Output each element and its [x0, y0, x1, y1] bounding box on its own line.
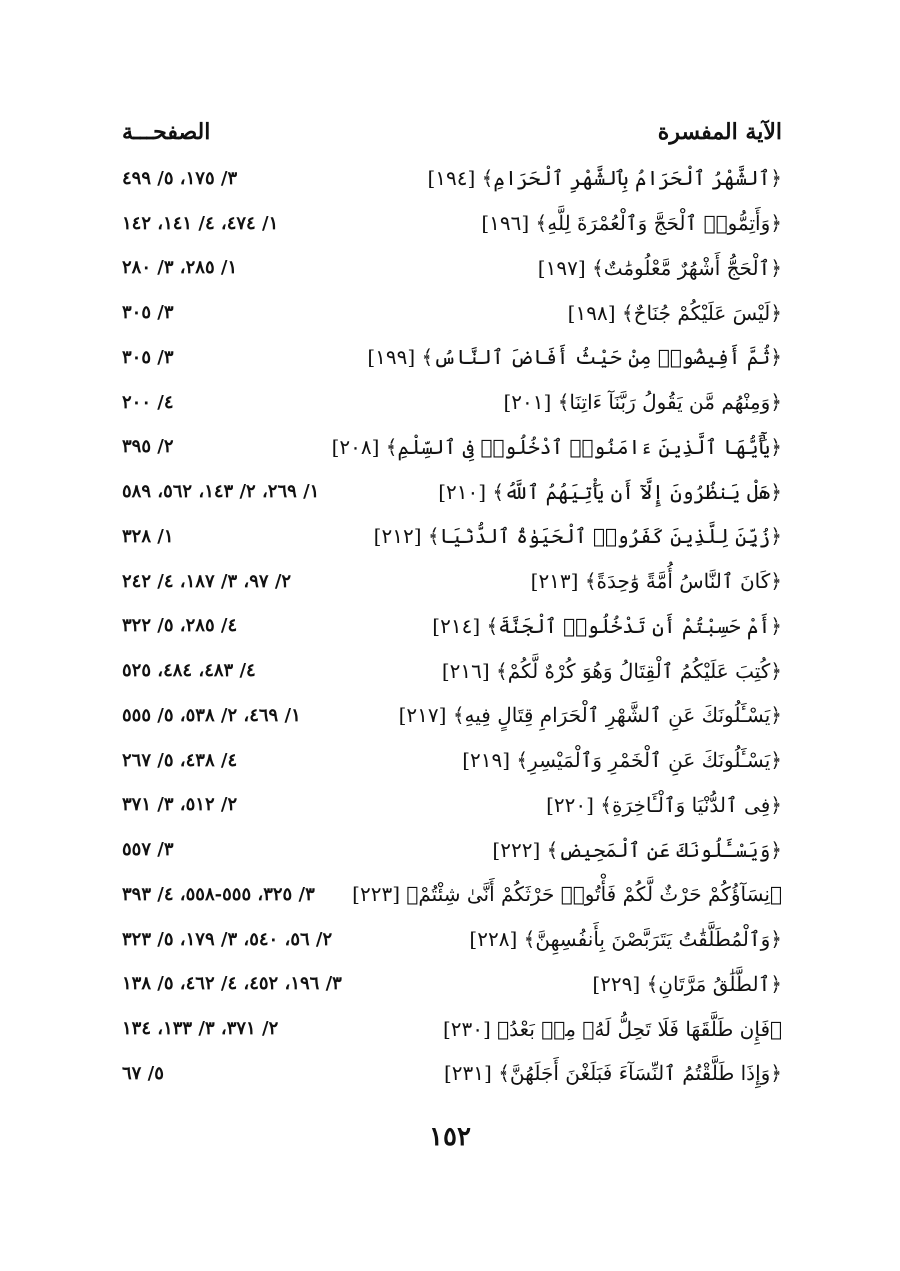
page-references: ٤/ ٢٨٥، ٥/ ٣٢٢	[122, 615, 238, 637]
page-number: ١٥٢	[429, 1122, 471, 1152]
page-column-heading: الصفحـــة	[122, 119, 211, 145]
page-references: ٤/ ٢٠٠	[122, 391, 174, 413]
index-row	[122, 1006, 782, 1051]
page-references: ١/ ٤٦٩، ٢/ ٥٣٨، ٥/ ٥٥٥	[122, 704, 301, 726]
index-row	[122, 872, 782, 917]
page-references: ١/ ٣٢٨	[122, 525, 174, 547]
page-references: ٣/ ٣٠٥	[122, 346, 174, 368]
index-row	[122, 559, 782, 604]
verse-reference: ﴿أَمْ حَسِبْتُمْ أَن تَدْخُلُوا۟ ٱلْجَنَّةَ﴾ [٢١٤]	[432, 613, 782, 638]
page-references: ٢/ ٣٩٥	[122, 436, 174, 458]
index-row	[122, 693, 782, 738]
page-references: ٣/ ١٧٥، ٥/ ٤٩٩	[122, 167, 238, 189]
index-row	[122, 648, 782, 693]
index-row	[122, 425, 782, 470]
table-header	[122, 112, 782, 152]
page-references: ٣/ ١٩٦، ٤٥٢، ٤/ ٤٦٢، ٥/ ١٣٨	[122, 973, 342, 995]
verse-reference: ﴿وَيَسْـَٔلُونَكَ عَنِ ٱلْمَحِيضِ﴾ [٢٢٢]	[492, 837, 782, 862]
index-row	[122, 604, 782, 649]
verse-reference: ﴿ثُمَّ أَفِيضُوا۟ مِنْ حَيْثُ أَفَاضَ ٱلنَّاسُ﴾ [١٩٩]	[367, 345, 782, 370]
page-references: ١/ ٢٦٩، ٢/ ١٤٣، ٥٦٢، ٥٨٩	[122, 481, 320, 503]
index-row	[122, 917, 782, 962]
index-row	[122, 335, 782, 380]
page-references: ٤/ ٤٨٣، ٤٨٤، ٥٢٥	[122, 660, 256, 682]
index-row	[122, 469, 782, 514]
verse-reference: ﴿ٱلطَّلَٰقُ مَرَّتَانِ﴾ [٢٢٩]	[592, 971, 782, 996]
index-row	[122, 201, 782, 246]
index-row	[122, 1051, 782, 1096]
index-row	[122, 246, 782, 291]
index-row	[122, 380, 782, 425]
verse-reference: ﴿زُيِّنَ لِلَّذِينَ كَفَرُوا۟ ٱلْحَيَوٰةُ ٱلدُّنْيَا﴾ [٢١٢]	[373, 524, 782, 549]
index-row	[122, 514, 782, 559]
index-row	[122, 738, 782, 783]
verse-reference: ﴿هَلْ يَنظُرُونَ إِلَّآ أَن يَأْتِيَهُمُ ٱللَّهُ﴾ [٢١٠]	[438, 479, 782, 504]
page-references: ٢/ ٩٧، ٣/ ١٨٧، ٤/ ٢٤٢	[122, 570, 292, 592]
index-row	[122, 827, 782, 872]
page-references: ٤/ ٤٣٨، ٥/ ٢٦٧	[122, 749, 238, 771]
page-references: ٢/ ٣٧١، ٣/ ١٣٣، ١٣٤	[122, 1018, 279, 1040]
verse-reference: ﴿يَٰٓأَيُّهَا ٱلَّذِينَ ءَامَنُوا۟ ٱدْخُلُوا۟ فِى ٱلسِّلْمِ﴾ [٢٠٨]	[331, 434, 782, 459]
page-references: ٢/ ٥١٢، ٣/ ٣٧١	[122, 794, 238, 816]
verse-reference: ﴿كَانَ ٱلنَّاسُ أُمَّةً وَٰحِدَةً﴾ [٢١٣]	[530, 569, 782, 594]
verse-column-heading: الآية المفسرة	[657, 119, 782, 145]
verse-reference: ﴿يَسْـَٔلُونَكَ عَنِ ٱلشَّهْرِ ٱلْحَرَامِ قِتَالٍ فِيهِ﴾ [٢١٧]	[398, 703, 782, 728]
verse-reference: ﴿وَمِنْهُم مَّن يَقُولُ رَبَّنَآ ءَاتِنَا﴾ [٢٠١]	[503, 390, 782, 415]
page-references: ١/ ٤٧٤، ٤/ ١٤١، ١٤٢	[122, 212, 279, 234]
index-row	[122, 290, 782, 335]
page-references: ١/ ٢٨٥، ٣/ ٢٨٠	[122, 257, 238, 279]
verse-reference: ﴿يَسْـَٔلُونَكَ عَنِ ٱلْخَمْرِ وَٱلْمَيْسِرِ﴾ [٢١٩]	[462, 748, 782, 773]
page-references: ٥/ ٦٧	[122, 1062, 164, 1084]
verse-reference: ﴿وَإِذَا طَلَّقْتُمُ ٱلنِّسَآءَ فَبَلَغْنَ أَجَلَهُنَّ﴾ [٢٣١]	[443, 1061, 782, 1086]
verse-reference: ﴿وَأَتِمُّوا۟ ٱلْحَجَّ وَٱلْعُمْرَةَ لِلَّهِ﴾ [١٩٦]	[481, 211, 782, 236]
index-row	[122, 783, 782, 828]
verse-reference: ﴿ٱلشَّهْرُ ٱلْحَرَامُ بِٱلشَّهْرِ ٱلْحَرَامِ﴾ [١٩٤]	[427, 166, 782, 191]
verse-reference: ﴿كُتِبَ عَلَيْكُمُ ٱلْقِتَالُ وَهُوَ كُرْهٌ لَّكُمْ﴾ [٢١٦]	[441, 658, 782, 683]
verse-reference: ﴿نِسَآؤُكُمْ حَرْثٌ لَّكُمْ فَأْتُوا۟ حَرْثَكُمْ أَنَّىٰ شِئْتُمْ﴾ [٢٢٣]	[352, 882, 782, 907]
verse-reference: ﴿فِى ٱلدُّنْيَا وَٱلْـَٔاخِرَةِ﴾ [٢٢٠]	[546, 792, 782, 817]
index-row	[122, 962, 782, 1007]
page-references: ٢/ ٥٦، ٥٤٠، ٣/ ١٧٩، ٥/ ٣٢٣	[122, 928, 333, 950]
verse-reference: ﴿وَٱلْمُطَلَّقَٰتُ يَتَرَبَّصْنَ بِأَنفُسِهِنَّ﴾ [٢٢٨]	[469, 927, 782, 952]
index-table	[122, 156, 782, 1096]
page-references: ٣/ ٣٠٥	[122, 302, 174, 324]
page-references: ٣/ ٥٥٧	[122, 839, 174, 861]
verse-reference: ﴿فَإِن طَلَّقَهَا فَلَا تَحِلُّ لَهُۥ مِنۢ بَعْدُ﴾ [٢٣٠]	[442, 1016, 782, 1041]
page-references: ٣/ ٣٢٥، ٥٥٥-٥٥٨، ٤/ ٣٩٣	[122, 883, 315, 905]
verse-reference: ﴿لَيْسَ عَلَيْكُمْ جُنَاحٌ﴾ [١٩٨]	[567, 300, 782, 325]
index-row	[122, 156, 782, 201]
verse-reference: ﴿ٱلْحَجُّ أَشْهُرٌ مَّعْلُومَٰتٌ﴾ [١٩٧]	[537, 255, 782, 280]
